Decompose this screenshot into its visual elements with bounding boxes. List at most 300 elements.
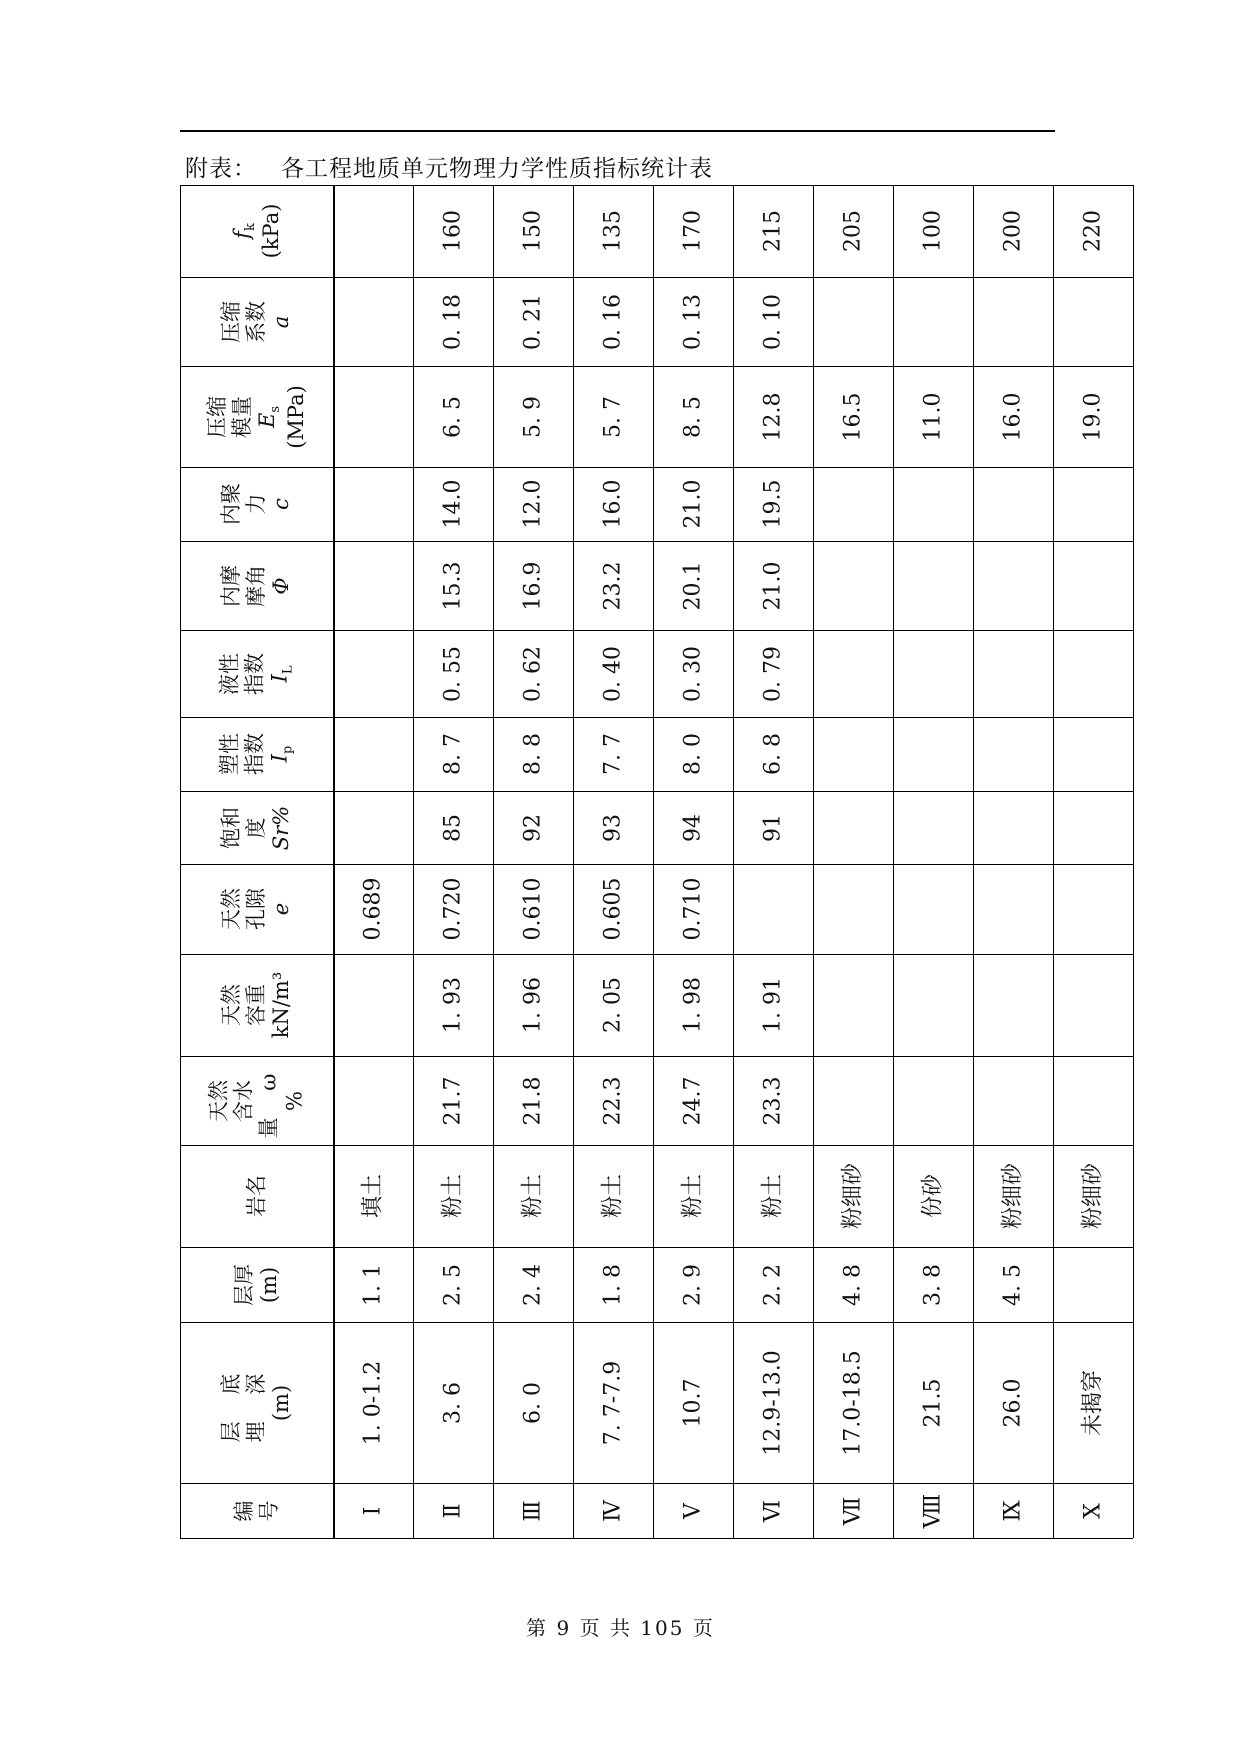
cell-w: [573, 1056, 653, 1145]
cell-e: [493, 864, 573, 954]
header-line: $E_s$: [254, 405, 283, 428]
cell-gamma: [653, 954, 733, 1056]
cell-id: [893, 1483, 973, 1538]
cell-Sr: [413, 791, 493, 864]
cell-e: [413, 864, 493, 954]
table-hline: [180, 277, 1133, 278]
header-line: 系数: [243, 300, 268, 343]
cell-value: 1. 96: [520, 977, 546, 1033]
cell-value: 0. 18: [440, 293, 466, 350]
header-id-text: [231, 1500, 281, 1521]
cell-value: 粉土: [600, 1173, 626, 1219]
cell-Es: [653, 366, 733, 467]
cell-value: 21.5: [920, 1378, 946, 1427]
cell-Es: [973, 366, 1053, 467]
table-hline: [180, 1056, 1133, 1057]
cell-value: 0. 55: [440, 645, 466, 702]
header-phi-text: [219, 565, 295, 607]
cell-fk: [973, 185, 1053, 277]
cell-Ip: [413, 717, 493, 791]
cell-value: 0. 40: [600, 645, 626, 702]
cell-IL: [573, 630, 653, 717]
cell-value: 2. 9: [680, 1263, 706, 1306]
header-cell-Sr: [180, 791, 333, 864]
cell-a: [493, 277, 573, 366]
cell-value: 粉细砂: [1080, 1162, 1106, 1230]
cell-value: 2. 05: [600, 977, 626, 1033]
cell-gamma: [813, 954, 893, 1056]
cell-Sr: [493, 791, 573, 864]
cell-fk: [893, 185, 973, 277]
header-cell-a: [180, 277, 333, 366]
cell-w: [733, 1056, 813, 1145]
cell-depth: [333, 1322, 413, 1483]
cell-Ip: [573, 717, 653, 791]
top-rule: [180, 130, 1055, 132]
cell-value: 0. 13: [680, 293, 706, 350]
cell-phi: [573, 541, 653, 630]
header-line: 孔隙: [243, 888, 268, 930]
cell-a: [813, 277, 893, 366]
cell-thk: [413, 1247, 493, 1322]
cell-w: [813, 1056, 893, 1145]
header-line: 号: [256, 1500, 281, 1521]
cell-e: [1053, 864, 1133, 954]
cell-value: 20.1: [680, 561, 706, 610]
cell-IL: [973, 630, 1053, 717]
cell-value: 16.9: [520, 561, 546, 610]
cell-thk: [493, 1247, 573, 1322]
cell-thk: [893, 1247, 973, 1322]
cell-phi: [1053, 541, 1133, 630]
cell-IL: [413, 630, 493, 717]
cell-thk: [973, 1247, 1053, 1322]
cell-w: [653, 1056, 733, 1145]
header-line: 编: [231, 1500, 256, 1521]
cell-Ip: [1053, 717, 1133, 791]
cell-thk: [653, 1247, 733, 1322]
cell-value: 8. 7: [440, 733, 466, 775]
cell-phi: [333, 541, 413, 630]
cell-value: 91: [760, 813, 786, 842]
cell-value: 220: [1080, 210, 1106, 252]
table-hline: [180, 630, 1133, 631]
cell-depth: [653, 1322, 733, 1483]
header-line: 天然: [206, 1079, 231, 1122]
table-vline: [573, 185, 574, 1538]
cell-value: 11.0: [920, 392, 946, 441]
cell-IL: [733, 630, 813, 717]
cell-Sr: [333, 791, 413, 864]
cell-w: [893, 1056, 973, 1145]
cell-fk: [333, 185, 413, 277]
cell-Ip: [813, 717, 893, 791]
cell-value: 205: [840, 210, 866, 252]
cell-phi: [653, 541, 733, 630]
cell-value: 93: [600, 813, 626, 842]
cell-IL: [1053, 630, 1133, 717]
cell-value: 6. 8: [760, 733, 786, 775]
cell-id: [333, 1483, 413, 1538]
cell-gamma: [1053, 954, 1133, 1056]
cell-Es: [333, 366, 413, 467]
cell-Ip: [733, 717, 813, 791]
cell-fk: [653, 185, 733, 277]
header-c-text: [219, 483, 295, 525]
table-vline: [813, 185, 814, 1538]
cell-name: [493, 1145, 573, 1247]
table-hline: [180, 1145, 1133, 1146]
cell-id: [813, 1483, 893, 1538]
header-w-text: [206, 1063, 307, 1138]
cell-value: 12.9-13.0: [760, 1349, 786, 1456]
cell-IL: [493, 630, 573, 717]
cell-gamma: [333, 954, 413, 1056]
cell-value: 4. 8: [840, 1263, 866, 1306]
cell-IL: [893, 630, 973, 717]
cell-Ip: [493, 717, 573, 791]
cell-id: [1053, 1483, 1133, 1538]
cell-depth: [733, 1322, 813, 1483]
cell-e: [733, 864, 813, 954]
header-cell-name: [180, 1145, 333, 1247]
header-line: 塑性: [216, 733, 241, 775]
cell-c: [573, 467, 653, 541]
caption-title: 各工程地质单元物理力学性质指标统计表: [281, 156, 713, 182]
cell-w: [1053, 1056, 1133, 1145]
cell-value: 未揭穿: [1080, 1369, 1106, 1436]
header-line: 内聚: [218, 483, 243, 525]
cell-thk: [1053, 1247, 1133, 1322]
header-line: 容重: [243, 984, 268, 1027]
header-line: $I_p$: [267, 745, 296, 763]
header-cell-id: [180, 1483, 333, 1538]
header-name-text: [244, 1175, 269, 1217]
cell-value: 170: [680, 210, 706, 252]
cell-id: [973, 1483, 1053, 1538]
header-line: 天然: [218, 888, 243, 930]
header-line: 模量: [229, 395, 254, 438]
cell-value: 1. 98: [680, 977, 706, 1033]
caption-label: 附表：: [185, 156, 257, 182]
cell-name: [413, 1145, 493, 1247]
cell-value: 1. 8: [600, 1263, 626, 1306]
table-hline: [180, 717, 1133, 718]
cell-name: [573, 1145, 653, 1247]
header-gamma-text: [219, 972, 295, 1039]
header-line: $f_k$: [229, 223, 258, 239]
cell-a: [973, 277, 1053, 366]
cell-value: Ⅶ: [840, 1496, 866, 1525]
cell-value: 12.8: [760, 392, 786, 441]
cell-c: [1053, 467, 1133, 541]
cell-phi: [893, 541, 973, 630]
cell-name: [733, 1145, 813, 1247]
cell-value: 16.5: [840, 392, 866, 441]
cell-e: [333, 864, 413, 954]
cell-value: 24.7: [680, 1076, 706, 1125]
cell-value: 12.0: [520, 479, 546, 529]
table-hline: [180, 1322, 1133, 1323]
cell-name: [893, 1145, 973, 1247]
cell-c: [893, 467, 973, 541]
cell-phi: [733, 541, 813, 630]
header-fk-text: [230, 204, 284, 259]
table-hline: [180, 864, 1133, 865]
cell-value: 135: [600, 210, 626, 252]
header-thk-text: [231, 1264, 281, 1306]
table-vline: [653, 185, 654, 1538]
table-hline: [180, 1247, 1133, 1248]
cell-value: 份砂: [920, 1173, 946, 1219]
cell-value: 19.5: [760, 479, 786, 529]
cell-value: 5. 9: [520, 395, 546, 438]
cell-value: 1. 1: [360, 1263, 386, 1306]
cell-value: Ⅳ: [600, 1499, 626, 1522]
cell-value: 150: [520, 210, 546, 252]
cell-value: 22.3: [600, 1076, 626, 1125]
cell-thk: [813, 1247, 893, 1322]
cell-depth: [1053, 1322, 1133, 1483]
header-line: 饱和: [218, 806, 243, 849]
cell-value: 8. 5: [680, 395, 706, 438]
header-cell-thk: [180, 1247, 333, 1322]
cell-value: 7. 7: [600, 733, 626, 775]
header-Ip-text: [217, 733, 296, 775]
cell-value: 8. 8: [520, 733, 546, 775]
header-line: 压缩: [204, 395, 229, 438]
cell-fk: [813, 185, 893, 277]
cell-value: 0. 30: [680, 645, 706, 702]
cell-value: 21.7: [440, 1076, 466, 1125]
cell-c: [973, 467, 1053, 541]
cell-depth: [973, 1322, 1053, 1483]
cell-id: [413, 1483, 493, 1538]
header-cell-depth: [180, 1322, 333, 1483]
cell-value: 21.8: [520, 1076, 546, 1125]
cell-gamma: [413, 954, 493, 1056]
cell-value: 2. 2: [760, 1263, 786, 1306]
table-vline: [333, 185, 335, 1538]
table-vline: [180, 185, 181, 1538]
header-line: a: [269, 315, 294, 328]
cell-value: 0. 79: [760, 645, 786, 702]
header-line: (m): [269, 1384, 294, 1421]
cell-value: 粉细砂: [840, 1162, 866, 1230]
cell-value: 0. 16: [600, 293, 626, 350]
cell-value: 粉土: [520, 1173, 546, 1219]
header-a-text: [219, 301, 295, 343]
table-vline: [1133, 185, 1134, 1538]
cell-gamma: [893, 954, 973, 1056]
cell-e: [813, 864, 893, 954]
cell-value: 填土: [360, 1173, 386, 1219]
cell-depth: [893, 1322, 973, 1483]
header-line: (kPa): [258, 203, 283, 259]
cell-value: 粉土: [760, 1173, 786, 1219]
cell-value: 3. 6: [440, 1381, 466, 1424]
cell-Es: [813, 366, 893, 467]
cell-value: 0.610: [520, 877, 546, 941]
cell-value: 0. 10: [760, 293, 786, 350]
cell-value: 17.0-18.5: [840, 1349, 866, 1456]
cell-e: [573, 864, 653, 954]
cell-value: 0.710: [680, 877, 706, 941]
table-vline: [973, 185, 974, 1538]
cell-a: [333, 277, 413, 366]
header-line: c: [269, 498, 294, 510]
cell-gamma: [573, 954, 653, 1056]
table-vline: [413, 185, 414, 1538]
header-Es-text: [204, 385, 308, 449]
table-hline: [180, 1483, 1133, 1484]
cell-a: [893, 277, 973, 366]
cell-gamma: [733, 954, 813, 1056]
cell-w: [413, 1056, 493, 1145]
cell-value: Ⅷ: [920, 1493, 946, 1528]
cell-value: 14.0: [440, 479, 466, 529]
table-hline: [180, 791, 1133, 792]
header-cell-Ip: [180, 717, 333, 791]
header-cell-gamma: [180, 954, 333, 1056]
cell-fk: [413, 185, 493, 277]
cell-value: Ⅴ: [680, 1502, 706, 1519]
header-cell-phi: [180, 541, 333, 630]
cell-Es: [493, 366, 573, 467]
cell-c: [653, 467, 733, 541]
cell-id: [653, 1483, 733, 1538]
cell-gamma: [493, 954, 573, 1056]
cell-value: 0.689: [360, 877, 386, 941]
cell-value: 200: [1000, 210, 1026, 252]
cell-value: 粉土: [680, 1173, 706, 1219]
header-line: 压缩: [218, 300, 243, 343]
cell-value: 0.605: [600, 877, 626, 941]
page-footer: 第 9 页 共 105 页: [526, 1616, 715, 1640]
cell-fk: [1053, 185, 1133, 277]
header-line: (MPa): [283, 384, 308, 449]
cell-a: [1053, 277, 1133, 366]
cell-value: 23.3: [760, 1076, 786, 1125]
header-cell-w: [180, 1056, 333, 1145]
cell-c: [493, 467, 573, 541]
cell-id: [493, 1483, 573, 1538]
cell-name: [1053, 1145, 1133, 1247]
header-line: 指数: [242, 733, 267, 775]
cell-value: Ⅱ: [440, 1503, 466, 1518]
cell-value: 23.2: [600, 561, 626, 610]
table-vline: [893, 185, 894, 1538]
cell-value: 0. 62: [520, 645, 546, 702]
cell-a: [733, 277, 813, 366]
cell-c: [333, 467, 413, 541]
cell-depth: [573, 1322, 653, 1483]
header-line: 含水: [231, 1079, 256, 1122]
cell-value: 7. 7-7.9: [600, 1360, 626, 1445]
cell-e: [893, 864, 973, 954]
cell-Es: [893, 366, 973, 467]
header-line: 天然: [218, 984, 243, 1027]
cell-value: 19.0: [1080, 392, 1106, 441]
header-line: 力: [243, 493, 268, 515]
cell-value: 94: [680, 813, 706, 842]
header-line: 内摩: [218, 564, 243, 607]
cell-Ip: [973, 717, 1053, 791]
table-hline: [180, 1538, 1133, 1539]
cell-e: [653, 864, 733, 954]
cell-w: [333, 1056, 413, 1145]
header-line: 量 ω: [256, 1063, 281, 1138]
cell-id: [573, 1483, 653, 1538]
cell-w: [493, 1056, 573, 1145]
table-hline: [180, 541, 1133, 542]
cell-name: [973, 1145, 1053, 1247]
cell-value: 2. 4: [520, 1263, 546, 1306]
cell-value: Ⅰ: [360, 1506, 386, 1515]
table-hline: [180, 366, 1133, 367]
header-line: 岩名: [243, 1175, 268, 1217]
cell-Es: [573, 366, 653, 467]
cell-IL: [653, 630, 733, 717]
cell-value: 21.0: [680, 479, 706, 529]
table-vline: [733, 185, 734, 1538]
cell-a: [573, 277, 653, 366]
cell-depth: [413, 1322, 493, 1483]
cell-value: Ⅲ: [520, 1499, 546, 1522]
cell-name: [653, 1145, 733, 1247]
cell-value: 2. 5: [440, 1263, 466, 1306]
cell-IL: [333, 630, 413, 717]
cell-IL: [813, 630, 893, 717]
cell-a: [413, 277, 493, 366]
cell-fk: [733, 185, 813, 277]
cell-a: [653, 277, 733, 366]
header-line: Φ: [269, 576, 294, 595]
cell-gamma: [973, 954, 1053, 1056]
cell-value: 10.7: [680, 1378, 706, 1427]
cell-Sr: [973, 791, 1053, 864]
header-line: 摩角: [243, 564, 268, 607]
cell-value: 26.0: [1000, 1378, 1026, 1427]
cell-value: 6. 0: [520, 1381, 546, 1424]
table-caption: [185, 150, 713, 183]
cell-Ip: [333, 717, 413, 791]
cell-value: 1. 91: [760, 977, 786, 1033]
cell-Sr: [893, 791, 973, 864]
cell-name: [813, 1145, 893, 1247]
cell-value: 4. 5: [1000, 1263, 1026, 1306]
header-cell-c: [180, 467, 333, 541]
cell-thk: [573, 1247, 653, 1322]
cell-phi: [413, 541, 493, 630]
header-line: 层厚: [231, 1263, 256, 1306]
cell-e: [973, 864, 1053, 954]
cell-value: 0.720: [440, 877, 466, 941]
table-vline: [1053, 185, 1054, 1538]
cell-value: 15.3: [440, 561, 466, 610]
table-hline: [180, 467, 1133, 468]
header-line: 度: [243, 817, 268, 839]
cell-c: [813, 467, 893, 541]
cell-value: 5. 7: [600, 395, 626, 438]
cell-Sr: [1053, 791, 1133, 864]
cell-value: 8. 0: [680, 733, 706, 775]
cell-value: 85: [440, 813, 466, 842]
table-hline: [180, 954, 1133, 955]
cell-value: 160: [440, 210, 466, 252]
cell-phi: [973, 541, 1053, 630]
cell-name: [333, 1145, 413, 1247]
